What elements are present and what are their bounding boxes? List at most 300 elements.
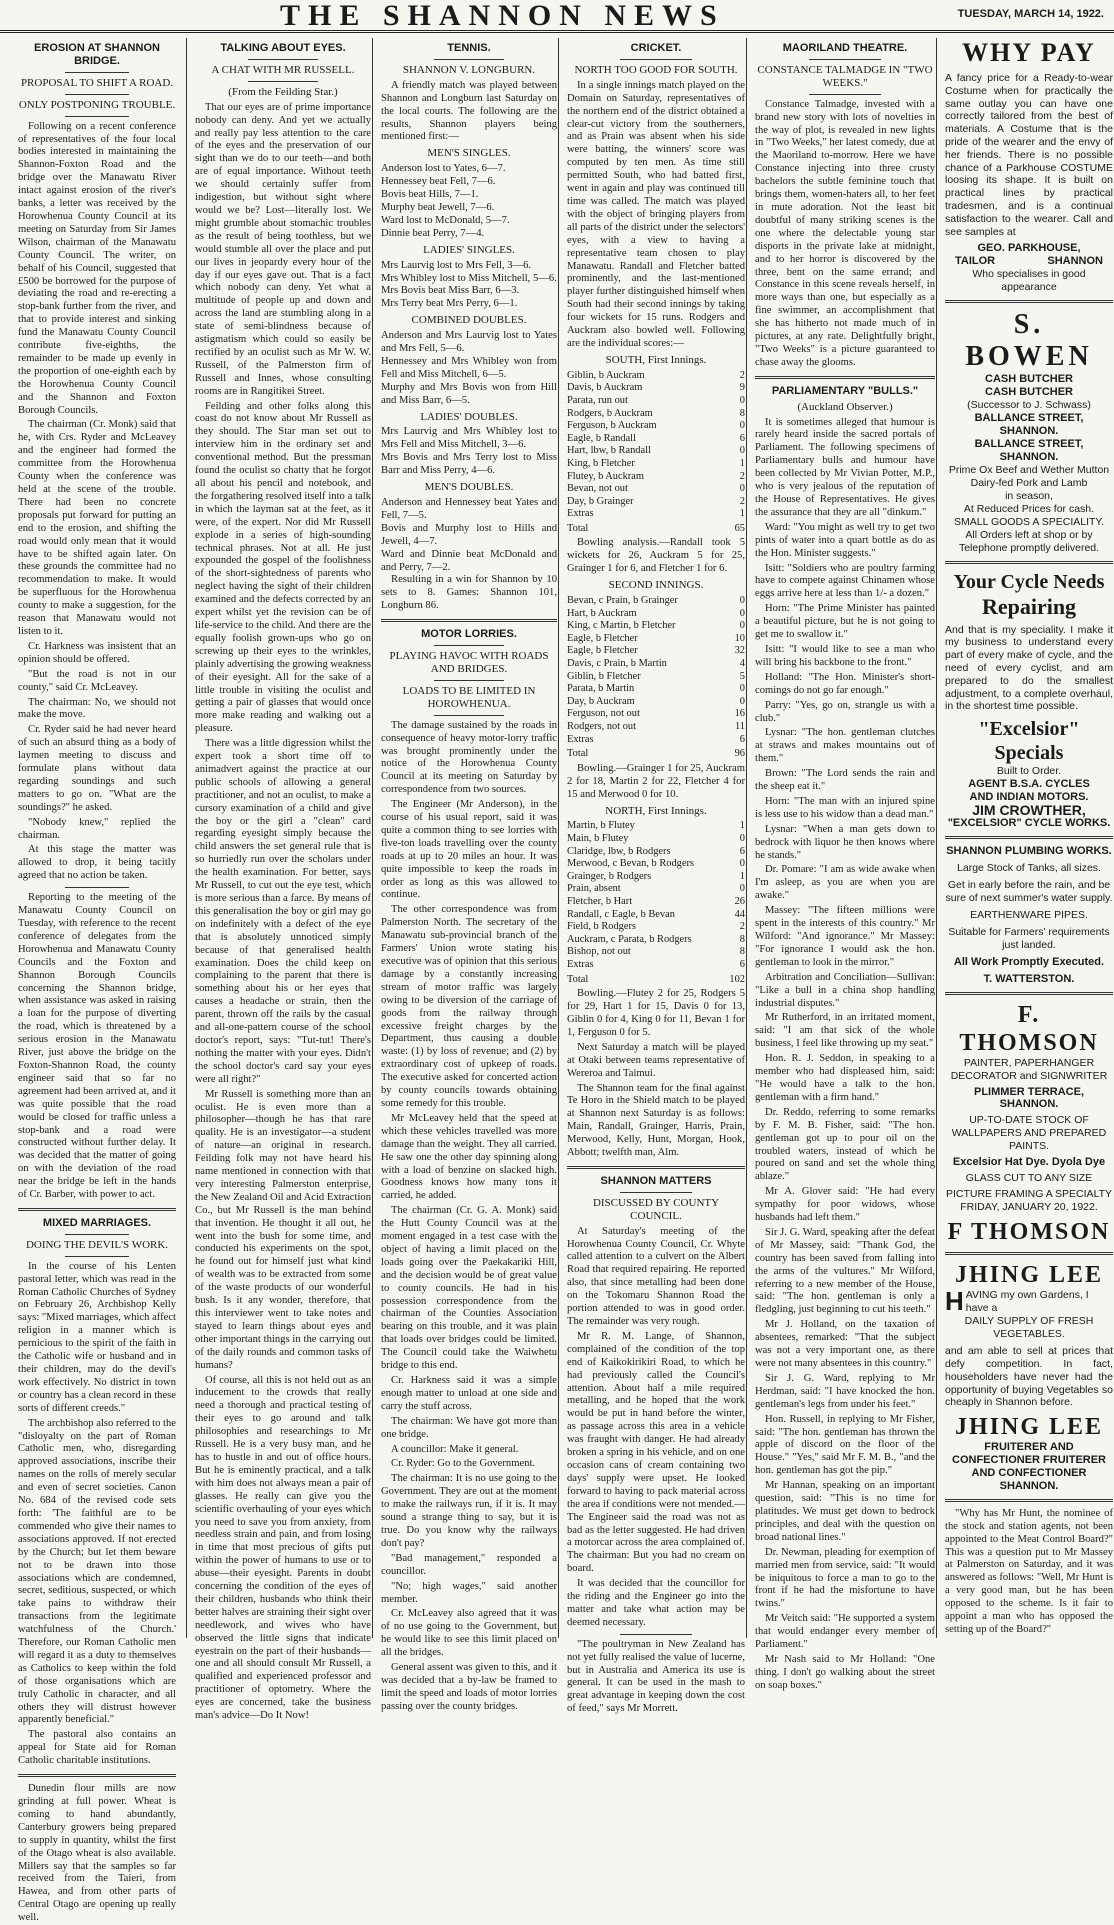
paragraph: Parry: "Yes, go on, strangle us with a club." [755, 699, 935, 724]
paragraph: In a single innings match played on the Domain on Saturday, representatives of the northern end of the district obtained a clear-cut victory from the southerners, and as Prain was absent when his side were batting, the winners' score was computed by ten men. As time still permitted South, who had batted first, went in again and play was continued till time was called. The match was played with the object of bringing players from all parts of the district under the selectors' eyes, with a view to having a representative team chosen to play Manawatu. Randall and Fletcher batted prominently, and the last-mentioned player further distinguished himself when South had their second innings by taking four wickets for 15 runs. Rodgers and Auckram also bowled well. Following are the individual scores:— [567, 79, 745, 349]
batsman-runs: 11 [734, 721, 745, 733]
article-subheading: SHANNON V. LONGBURN. [402, 63, 536, 76]
article-heading: MOTOR LORRIES. [421, 628, 517, 641]
advert-line: DAILY SUPPLY OF FRESH VEGETABLES. [964, 1315, 1094, 1341]
batsman-name: Davis, b Auckram [567, 382, 643, 394]
batsman-name: Main, b Flutey [567, 833, 629, 845]
advert-line: Suitable for Farmers' requirements just landed. [948, 925, 1110, 951]
batsman-name: Eagle, b Fletcher [567, 645, 638, 657]
batsman-row [567, 620, 745, 633]
paragraph: At this stage the matter was allowed to drop, it being tacitly agreed that no action be taken. [18, 844, 176, 882]
article-subheading: NORTH TOO GOOD FOR SOUTH. [574, 63, 738, 76]
paragraph: "Why has Mr Hunt, the nominee of the stock and station agents, not been appointed to the Meat Control Board?" This was a question put to Mr Massey at Palmerston on Saturday, and it was answered as follows: "Well, Mr Hunt is a very good man, but he has been opposed to the scheme. Is it fair to appoint a man who has opposed the setting up of the Board?" [945, 1507, 1113, 1636]
batsman-runs: 0 [739, 420, 745, 432]
total-runs: 65 [734, 522, 745, 534]
paragraph: Bowling analysis.—Randall took 5 wickets for 26, Auckram 5 for 25, Grainger 1 for 6, and Fletcher 1 for 6. [567, 537, 745, 575]
section-heading: MEN'S DOUBLES. [424, 481, 514, 494]
result-line: Anderson lost to Yates, 6—7. [381, 163, 506, 175]
batsman-runs: 8 [739, 946, 745, 958]
innings-heading: NORTH, First Innings. [605, 804, 707, 817]
result-line: Bovis beat Hills, 7—1. [381, 189, 479, 201]
paragraph: Mr McLeavey held that the speed at which these vehicles travelled was more damage than the weight. They all carried. He saw one the other day spinning along with a load of benzine on slacked high. Goodness knows how many tons it carried, he added. [381, 1112, 557, 1202]
advert-line: BALLANCE STREET, SHANNON. [974, 411, 1084, 437]
advert-footer: Who specialises in good appearance [972, 268, 1086, 294]
batsman-runs: 0 [739, 483, 745, 495]
advert-line: Get in early before the rain, and be sure of next summer's water supply. [945, 878, 1113, 904]
paragraph: Mr Nash said to Mr Holland: "One thing. I don't go walking about the street on soap boxes." [755, 1653, 935, 1691]
paragraph: The chairman: It is no use going to the Government. They are out at the moment to make the railways run, if it is. It may sound a strange thing to say, but it is true. Do you know why the railways don't pay? [381, 1473, 557, 1549]
article-heading: CRICKET. [630, 42, 682, 54]
advert-heading: F. THOMSON [959, 1001, 1099, 1056]
batsman-row [567, 871, 745, 884]
advert-line: AGENT B.S.A. CYCLES [968, 778, 1090, 791]
paragraph: Horn: "The Prime Minister has painted a beautiful picture, but he is not going to get me to swallow it." [755, 603, 935, 641]
article-heading: MIXED MARRIAGES. [42, 1216, 152, 1229]
batsman-row [567, 433, 745, 446]
batsman-row [567, 858, 745, 871]
result-line: Bovis and Murphy lost to Hills and Jewell, 4—7. [381, 522, 557, 547]
advert-line: PAINTER, PAPERHANGER DECORATOR and SIGNWRITER [950, 1056, 1108, 1082]
batsman-runs: 2 [739, 369, 745, 381]
advert-text: and am able to sell at prices that defy competition. In fact, householders have never had the opportunity of buying Vegetables so cheaply in Shannon before. [945, 1345, 1113, 1409]
batsman-name: King, c Martin, b Fletcher [567, 620, 676, 632]
paragraph: Lysnar: "The hon. gentleman clutches at straws and makes mountains out of them." [755, 727, 935, 765]
article-subheading: ONLY POSTPONING TROUBLE. [18, 98, 176, 111]
batsman-name: Parata, b Martin [567, 683, 635, 695]
advert-line: SMALL GOODS A SPECIALITY. [954, 515, 1104, 528]
batsman-runs: 6 [739, 958, 745, 970]
advert-footer: F THOMSON [947, 1219, 1111, 1246]
advert-line: FRUITERER AND CONFECTIONER FRUITERER AND CONFECTIONER SHANNON. [952, 1441, 1106, 1492]
article-subheading: DISCUSSED BY COUNTY COUNCIL. [592, 1196, 720, 1222]
article-heading: TENNIS. [447, 42, 491, 54]
batsman-runs: 0 [739, 883, 745, 895]
article-subheading: A CHAT WITH MR RUSSELL. [211, 63, 355, 76]
advert-line: Dairy-fed Pork and Lamb [970, 476, 1088, 489]
section-heading: MEN'S SINGLES. [427, 147, 511, 160]
advert-line: "EXCELSIOR" CYCLE WORKS. [947, 816, 1111, 829]
paragraph: Cr. Harkness said it was a simple enough matter to unload at one side and carry the stuff across. [381, 1375, 557, 1412]
batsman-row [567, 959, 745, 972]
total-row [567, 523, 745, 536]
batsman-row [567, 645, 745, 658]
masthead [0, 0, 1114, 33]
section-heading: LADIES' SINGLES. [423, 243, 515, 256]
article-heading: EROSION AT SHANNON BRIDGE. [34, 42, 160, 67]
result-line: Mrs Laurvig lost to Mrs Fell, 3—6. [381, 259, 532, 271]
batsman-name: Giblin, b Auckram [567, 369, 645, 381]
advert-line: All Work Promptly Executed. [953, 955, 1105, 968]
paragraph: Holland: "The Hon. Minister's short-comings do not go far enough." [755, 671, 935, 696]
paragraph: Dr. Pomare: "I am as wide awake when I'm asleep, as you are when you are awake." [755, 864, 935, 902]
scorecard [567, 595, 745, 746]
batsman-row [567, 946, 745, 959]
batsman-row [567, 370, 745, 383]
paragraph: Feilding and other folks along this coast do not know about Mr Russell as they should. The Star man set out to interview him in the ordinary set and conventional method. But the pressman found the oculist so chatty that he forgot all about his pencil and notebook, and the forgathering resolved itself into a talk in which the layman sat at the feet, as it were, of the expert. Nor did Mr Russell explode in a series of high-sounding technical phrases. Not at all. He just expounded the gospel of the foolishness of the short-sightedness of parents who neglect having the sight of their children examined and the defects corrected by an expert whilst yet the revision can be of life-service to the child. And there are the equally foolish grown-ups who go on screwing up their eyes to the wrinkles, plainly advertising the growing weakness of their eyesight. All for the sake of a little trouble in visiting the oculist and getting a pair of glasses that would once more make reading and walking out a pleasure. [195, 400, 371, 735]
batsman-row [567, 696, 745, 709]
advert-line: UP-TO-DATE STOCK OF WALLPAPERS AND PREPARED PAINTS. [951, 1114, 1107, 1153]
paragraph: It was decided that the councillor for the riding and the Engineer go into the matter and take what action may be deemed necessary. [567, 1578, 745, 1628]
result-line: Dinnie beat Perry, 7—4. [381, 227, 485, 239]
batsman-runs: 0 [739, 833, 745, 845]
section-heading: LADIES' DOUBLES. [420, 410, 518, 423]
batsman-name: Parata, run out [567, 394, 628, 406]
advert-thomson [945, 1001, 1113, 1247]
batsman-name: Flutey, b Auckram [567, 470, 644, 482]
total-runs: 102 [729, 973, 745, 985]
advert-plumbing [945, 845, 1113, 986]
paragraph: The chairman (Cr. G. A. Monk) said the Hutt County Council was at the moment engaged in a test case with the object of having a limit placed on the loads going over the Paekakariki Hill, and the decision would be of great value to county councils. He had in his possession correspondence from the chairman of the Counties Association bearing on this trouble, and it was plain that loads over bridges could be limited. The Council could take the Waiwhetu bridge to this end. [381, 1205, 557, 1372]
paragraph: Sir J. G. Ward, speaking after the defeat of Mr Massey, said: "Thank God, the country has been saved from falling into the arms of the vultures." Mr Wilford, referring to a new member of the House, said: "The hon. gentleman is only a fledgling, just beginning to cut his teeth." [755, 1226, 935, 1316]
batsman-runs: 1 [739, 457, 745, 469]
paragraph: Cr. Ryder: Go to the Government. [391, 1458, 536, 1470]
advert-heading: WHY PAY [962, 38, 1096, 67]
batsman-name: Ferguson, not out [567, 708, 640, 720]
batsman-runs: 44 [734, 908, 745, 920]
batsman-runs: 6 [739, 845, 745, 857]
batsman-name: Hart, b Auckram [567, 607, 637, 619]
paragraph: Mr Rutherford, in an irritated moment, said: "I am that sick of the whole business, I feel like throwing up my seat." [755, 1012, 935, 1050]
result-list [381, 330, 557, 407]
advert-text: A fancy price for a Ready-to-wear Costume when for practically the same outlay you can have one correctly tailored from the best of materials. A Costume that is the pride of the wearer and the envy of her friends. There is no possible chance of a Parkhouse COSTUME loosing its shape. It is built on practical lines by practical tradesmen, and is a continual satisfaction to the wearer. Call and see samples at [945, 72, 1113, 238]
column-1 [18, 38, 176, 1924]
batsman-name: Hart, lbw, b Randall [567, 445, 651, 457]
total-label: Total [567, 748, 589, 760]
total-label: Total [567, 973, 589, 985]
batsman-name: Rodgers, b Auckram [567, 407, 653, 419]
paragraph: The chairman: No, we should not make the move. [18, 696, 176, 721]
advert-jhing-lee [945, 1261, 1113, 1493]
paragraph: Following on a recent conference of representatives of the four local bodies interested in maintaining the Shannon-Foxton Road and the bridge over the Manawatu River intact against erosion of the river's banks, a letter was received by the Horowhenua County Council at its meeting on Saturday from Sir James Wilson, chairman of the Manawatu County Council. The writer, on behalf of his Council, suggested that £500 be borrowed for the purpose of deviating the road and re-erecting a stop-bank further from the river, and that to provide interest and sinking fund the Manawatu County Council contribute five-eighths, the remainder to be made up evenly in the proportion of one-eighth each by the Horowhenua County Council and the Shannon and Foxton Borough Councils. [18, 120, 176, 416]
advert-heading: "Excelsior" Specials [978, 718, 1080, 765]
column-6-advertisements [936, 38, 1113, 1638]
advert-line: PLIMMER TERRACE, SHANNON. [974, 1085, 1084, 1111]
batsman-row [567, 934, 745, 947]
result-list [381, 497, 557, 574]
scorecard-total [567, 748, 745, 761]
article-subheading: LOADS TO BE LIMITED IN HOROWHENUA. [402, 684, 536, 710]
advert-heading: Repairing [981, 593, 1077, 619]
result-line: Ward and Dinnie beat McDonald and and Perry, 7—2. [381, 548, 557, 573]
batsman-runs: 0 [739, 445, 745, 457]
article-subheading: CONSTANCE TALMADGE IN "TWO WEEKS." [757, 63, 933, 89]
paragraph: Arbitration and Conciliation—Sullivan: "Like a bull in a china shop handling industrial disputes." [755, 971, 935, 1009]
article-heading: PARLIAMENTARY "BULLS." [771, 384, 919, 397]
batsman-name: Extras [567, 508, 594, 520]
batsman-row [567, 408, 745, 421]
paragraph: Isitt: "Soldiers who are poultry farming have to compete against Chinamen whose eggs arrive here at less than 1/- a dozen." [755, 562, 935, 600]
batsman-name: Giblin, b Fletcher [567, 670, 641, 682]
result-line: Mrs Terry beat Mrs Perry, 6—1. [381, 298, 518, 310]
paragraph: Cr. McLeavey also agreed that it was of no use going to the Government, but he would like to see this limit placed on all the bridges. [381, 1608, 557, 1659]
batsman-runs: 4 [739, 658, 745, 670]
paragraph: The damage sustained by the roads in consequence of heavy motor-lorry traffic was brought prominently under the notice of the Horowhenua County Council at its meeting on Saturday by correspondence from two sources. [381, 719, 557, 796]
paragraph: "Bad management," responded a councillor. [381, 1552, 557, 1577]
batsman-runs: 10 [734, 632, 745, 644]
advert-line: Built to Order. [996, 765, 1062, 778]
batsman-runs: 0 [739, 394, 745, 406]
paragraph: Dr. Reddo, referring to some remarks by F. M. B. Fisher, said: "The hon. gentleman got up to pour oil on the troubled waters, instead of which he poured on sand and set the whole thing ablaze." [755, 1106, 935, 1183]
batsman-name: Extras [567, 958, 594, 970]
advert-line: GLASS CUT TO ANY SIZE [965, 1172, 1093, 1185]
batsman-row [567, 395, 745, 408]
advert-bowen [945, 309, 1113, 554]
batsman-row [567, 896, 745, 909]
paragraph: The archbishop also referred to the "disloyalty on the part of Roman Catholic men, who, disregarding approved associations, inscribe their names on the rolls of merely secular and even of secret societies. Canon No. 684 of the revised code sets forth: 'The faithful are to be commended who give their names to associations approved. If not erected by the Church; but let them beware not to be drawn into those associations which are condemned, secret, seditious, suspected, or which take pains to withdraw their transactions from the legitimate watchfulness of the Church.' Therefore, our Roman Catholic men will regard it as a duty to themselves as Catholics to keep within the fold of those organisations which are truly Catholic in character, and all others they will distrust however apparently beneficial." [18, 1417, 176, 1726]
batsman-runs: 0 [739, 858, 745, 870]
batsman-runs: 8 [739, 933, 745, 945]
paragraph: "Nobody knew," replied the chairman. [18, 816, 176, 841]
paragraph: The chairman (Cr. Monk) said that he, with Crs. Ryder and McLeavey and the engineer had formed the committee from the Horowhenua County when the conference was held at the scene of the trouble. There had been no concrete proposals put forward for putting an end to the erosion, and shifting the road would only mean that it would have to be shifted again later. On these grounds the committee had no recommendation to make. It would be superfluous for the Horowhenua county to make a suggestion, for the reason that Manawatu would not listen to it. [18, 419, 176, 637]
paragraph: A councillor: Make it general. [391, 1443, 519, 1455]
result-line: Mrs Bovis and Mrs Terry lost to Miss Barr and Miss Perry, 4—6. [381, 452, 557, 477]
paragraph: The other correspondence was from Palmerston North. The secretary of the Manawatu sub-provincial branch of the Farmers' Union wrote stating his executive was of opinion that this serious damage by a constantly increasing stream of motor traffic was largely owing to be diversion of the carriage of goods from the railway through excessive freight charges by the Department, thus causing a double waste: (1) by loss of revenue; and (2) by extraordinary cost of upkeep of roads. The executive asked for concerted action by county councils towards obtaining some remedy for this trouble. [381, 904, 557, 1109]
batsman-row [567, 833, 745, 846]
batsman-runs: 0 [739, 695, 745, 707]
batsman-name: Day, b Grainger [567, 495, 634, 507]
batsman-name: Martin, b Flutey [567, 820, 635, 832]
result-line: Murphy and Mrs Bovis won from Hill and Miss Barr, 6—5. [381, 381, 557, 406]
result-line: Mrs Whibley lost to Miss Mitchell, 5—6. [381, 272, 557, 284]
newspaper-title: THE SHANNON NEWS [280, 0, 725, 32]
result-line: Hennessey and Mrs Whibley won from Fell and Miss Mitchell, 6—5. [381, 355, 557, 380]
batsman-row [567, 708, 745, 721]
paragraph: That our eyes are of prime importance nobody can deny. And yet we actually and really pay less attention to the care of the eyes and the preservation of our sight than we do to our teeth—and both are of equal importance. Without teeth we should certainly suffer from indigestion, but without sight where would we be? Lost—literally lost. We might grumble about stomachic troubles as the result of being toothless, but we would stumble all over the place and put our lives in jeopardy every hour of the day if our eyes gave out. That is a fact which nobody can deny. Yet what a multitude of people up and down and across the land are stumbling along in a state of semi-blindness because of astigmatism which could so easily be rectified by an oculist such as Mr W. W. Russell, of the Palmerston firm of Russell and Innes, whose consulting rooms are in Rangitikei Street. [195, 101, 371, 397]
batsman-row [567, 508, 745, 521]
paragraph: Resulting in a win for Shannon by 10 sets to 8. Games: Shannon 101, Longburn 86. [381, 574, 557, 612]
paragraph: Of course, all this is not held out as an inducement to the crowds that really need a thorough and practical testing of their eyes to go around and talk philosophies and researchings to Mr Russell. He is a very busy man, and he has to hustle in and out of office hours. But he is eminently practical, and a talk with him does not always mean a pair of glasses. He really can give you the scientific overhauling of your eyes which you need to save you from anxiety, from needless strain and pain, and from losing in time that most precious of gifts put within the power of humans to use or to abuse—their eyesight. Parents in doubt concerning the condition of the eyes of their children, husbands who think their better halves are straining their sight over needlework, and wives who have observed the little signs that indicate eyestrain on the part of their husbands—one and all should consult Mr Russell, a qualified and experienced professor and practitioner of optometry. Where the eyes are concerned, take the business man's advice—Do It Now! [195, 1374, 371, 1722]
article-heading: TALKING ABOUT EYES. [220, 42, 346, 54]
batsman-runs: 2 [739, 495, 745, 507]
batsman-row [567, 909, 745, 922]
batsman-name: Davis, c Prain, b Martin [567, 658, 667, 670]
paragraph: General assent was given to this, and it was decided that a by-law be framed to limit the speed and loads of motor lorries passing over the county bridges. [381, 1662, 557, 1712]
batsman-row [567, 846, 745, 859]
batsman-row [567, 608, 745, 621]
batsman-name: Day, b Auckram [567, 695, 635, 707]
batsman-runs: 1 [739, 870, 745, 882]
batsman-runs: 0 [739, 683, 745, 695]
paragraph: Dunedin flour mills are now grinding at full power. Wheat is coming to hand abundantly, Canterbury growers being prepared to supply in quantity, whilst the first of the Otago wheat is also available. Millers say that the samples so far received from the Taieri, from Hawea, and from other parts of Central Otago are opening up really well. [18, 1783, 176, 1924]
advert-line: (Successor to J. Schwass) [967, 398, 1091, 411]
batsman-row [567, 683, 745, 696]
advert-trade: TAILOR [955, 255, 996, 268]
advert-name: JIM CROWTHER, [972, 802, 1086, 818]
paragraph: "But the road is not in our county," said Cr. McLeavey. [18, 668, 176, 693]
paragraph: In the course of his Lenten pastoral letter, which was read in the Roman Catholic Churches of Sydney on February 26, Archbishop Kelly says: "Mixed marriages, which affect religion in a manner which is pernicious to the spirit of the faith in the Catholic wife or husband and in their children, may do the devil's work effectively. No district in town or country has a clean record in these sorts of different creeds." [18, 1260, 176, 1414]
result-line: Murphy beat Jewell, 7—6. [381, 201, 495, 213]
result-line: Hennessey beat Fell, 7—6. [381, 176, 496, 188]
batsman-name: Auckram, c Parata, b Rodgers [567, 933, 692, 945]
batsman-name: Extras [567, 733, 594, 745]
batsman-row [567, 820, 745, 833]
paragraph: Horn: "The man with an injured spine is less use to his widow than a dead man." [755, 795, 935, 820]
advert-line: CASH BUTCHER [985, 386, 1073, 399]
column-4 [558, 38, 745, 1715]
drop-cap: H [945, 1286, 964, 1317]
paragraph: Mr Veitch said: "He supported a system that would endanger every member of Parliament." [755, 1613, 935, 1651]
batsman-name: Fletcher, b Hart [567, 896, 633, 907]
result-list [381, 260, 557, 312]
article-source: (From the Feilding Star.) [228, 85, 338, 98]
total-row [567, 974, 745, 987]
batsman-row [567, 721, 745, 734]
paragraph: The Engineer (Mr Anderson), in the course of his usual report, said it was quite a common thing to see lorries with five-ton loads travelling over the county roads at up to 20 miles an hour. It was quite impossible to keep the roads in order as long as this was allowed to continue. [381, 799, 557, 901]
batsman-runs: 2 [739, 921, 745, 933]
advert-heading: SHANNON PLUMBING WORKS. [946, 844, 1112, 857]
paragraph: Sir J. G. Ward, replying to Mr Herdman, said: "I have knocked the hon. gentleman's legs from under his feet." [755, 1372, 935, 1410]
batsman-name: Bishop, not out [567, 946, 631, 958]
paragraph: "No; high wages," said another member. [381, 1580, 557, 1605]
batsman-runs: 26 [734, 896, 745, 907]
advert-line: EARTHENWARE PIPES. [970, 908, 1088, 921]
batsman-row [567, 458, 745, 471]
batsman-name: Bevan, c Prain, b Grainger [567, 595, 678, 607]
article-heading: MAORILAND THEATRE. [782, 42, 908, 54]
column-2 [186, 38, 371, 1722]
scorecard-total [567, 523, 745, 536]
article-subheading: PROPOSAL TO SHIFT A ROAD. [20, 76, 174, 89]
advert-line: BALLANCE STREET, SHANNON. [974, 437, 1084, 463]
paragraph: Bowling.—Flutey 2 for 25, Rodgers 5 for 29, Hart 1 for 15, Davis 0 for 13, Giblin 0 for 4, King 0 for 11, Bevan 1 for 1, Ferguson 0 for 5. [567, 988, 745, 1038]
result-line: Mrs Bovis beat Miss Barr, 6—3. [381, 285, 520, 297]
paragraph: Bowling.—Grainger 1 for 25, Auckram 2 for 18, Martin 2 for 22, Fletcher 4 for 15 and Merwood 0 for 10. [567, 762, 745, 800]
batsman-row [567, 595, 745, 608]
batsman-name: Field, b Rodgers [567, 921, 636, 933]
paragraph: Ward: "You might as well try to get two pints of water into a quart bottle as do as the Hon. Minister suggests." [755, 521, 935, 559]
batsman-name: King, b Fletcher [567, 457, 635, 469]
advert-crowther [945, 570, 1113, 830]
batsman-row [567, 671, 745, 684]
batsman-row [567, 921, 745, 934]
advert-heading: S. BOWEN [965, 309, 1093, 373]
paragraph: Mr A. Glover said: "He had every sympathy for poor widows, whose husbands had left them." [755, 1186, 935, 1224]
paragraph: At Saturday's meeting of the Horowhenua County Council, Cr. Whyte called attention to a culvert on the Albert Road that required repairing. He reported also, that since metalling had been done on the Tokomaru Shannon Road the portion attended to was in good order. The remainder was very rough. [567, 1225, 745, 1327]
advert-line: All Orders left at shop or by Telephone promptly delivered. [958, 528, 1100, 554]
advert-line: AVING my own Gardens, I have a [965, 1289, 1089, 1315]
batsman-runs: 2 [739, 470, 745, 482]
paragraph: Mr J. Holland, on the taxation of absentees, remarked: "That the subject was not a very important one, as there were not many absentees in this country." [755, 1319, 935, 1369]
batsman-row [567, 883, 745, 896]
advert-heading: Your Cycle Needs [953, 570, 1105, 593]
advert-line: PICTURE FRAMING A SPECIALTY FRIDAY, JANUARY 20, 1922. [945, 1188, 1113, 1214]
scorecard [567, 370, 745, 521]
paragraph: Mr Russell is something more than an oculist. He is even more than a philosopher—though he has that rare quality. He is an investigator—a student of nature—an original in research. Feilding folk may not have heard his name mentioned in connection with that very interesting Palmerston enterprise, the New Zealand Oil and Acid Extraction Co., but Mr Russell is the man behind that invention. He thought it all out, he went into the bush for some time, and conducted his experiments on the spot, he found out for himself just what kind of wealth was to be extracted from some of the waste products of our wonderful bush. Is it any wonder, therefore, that this interviewer went to take notes and stayed to learn things about eyes and other important things in the carrying out of the daily rounds and common tasks of humans? [195, 1088, 371, 1371]
advert-line: At Reduced Prices for cash. [963, 502, 1095, 515]
column-3 [372, 38, 557, 1712]
batsman-runs: 0 [739, 620, 745, 632]
issue-date: TUESDAY, MARCH 14, 1922. [957, 8, 1104, 20]
batsman-name: Grainger, b Rodgers [567, 870, 652, 882]
batsman-name: Rodgers, not out [567, 721, 636, 733]
advert-line: Large Stock of Tanks, all sizes. [957, 861, 1101, 874]
advert-line: CASH BUTCHER [985, 373, 1073, 386]
advert-line: AND INDIAN MOTORS. [969, 791, 1089, 804]
batsman-runs: 8 [739, 407, 745, 419]
paragraph: The Shannon team for the final against Te Horo in the Shield match to be played at Shannon next Saturday is as follows: Main, Randall, Grainger, Harris, Prain, Merwood, Kelly, Hunt, Morgan, Hook, Abbott; twelfth man, Alm. [567, 1082, 745, 1159]
batsman-name: Bevan, not out [567, 483, 628, 495]
batsman-runs: 6 [739, 733, 745, 745]
innings-heading: SOUTH, First Innings. [605, 353, 707, 366]
paragraph: Next Saturday a match will be played at Otaki between teams representative of Wereroa and Taimui. [567, 1041, 745, 1079]
paragraph: Dr. Newman, pleading for exemption of married men from service, said: "It would be iniquitous to force a man to go to the front if he had the misfortune to have twins." [755, 1546, 935, 1610]
result-line: Ward lost to McDonald, 5—7. [381, 214, 510, 226]
result-list [381, 426, 557, 478]
batsman-name: Randall, c Eagle, b Bevan [567, 908, 675, 920]
batsman-row [567, 420, 745, 433]
batsman-name: Ferguson, b Auckram [567, 420, 657, 432]
batsman-runs: 5 [739, 670, 745, 682]
batsman-name: Claridge, lbw, b Rodgers [567, 845, 671, 857]
paragraph: Hon. Russell, in replying to Mr Fisher, said: "The hon. gentleman has thrown the apple of discord on the floor of the House." "Yes," said Mr F. M. B., "and the hon. gentleman has got the pip." [755, 1413, 935, 1477]
batsman-row [567, 483, 745, 496]
batsman-name: Merwood, c Bevan, b Rodgers [567, 858, 694, 870]
batsman-row [567, 471, 745, 484]
paragraph: Constance Talmadge, invested with a brand new story with lots of novelties in the way of plot, is revealed in new lights in "Two Weeks," her latest comedy, due at the Maoriland to-morrow. Here we have Constance injecting into three crusty bachelors the subtle feminine touch that brings them, women-haters all, to her feet in mute adoration. Not the least bit doubtful of many striking scenes is the one where the delectable young star disports in the private lake at midnight, and to her horror is discovered by the three, bent on the same errand; and Constance in this scene reveals herself, in more ways than one, but especially as a fine swimmer, an accomplishment that she has hitherto not made much of in pictures, at any rate. Delightfully bright, "Two Weeks" is a picture guaranteed to chase away the glooms. [755, 98, 935, 368]
batsman-runs: 0 [739, 607, 745, 619]
article-subheading: PLAYING HAVOC WITH ROADS AND BRIDGES. [389, 650, 549, 675]
paragraph: It is sometimes alleged that humour is rarely heard inside the sacred portals of Parliament. The following specimens of Parliamentary bulls and humour have been collected by Mr Vivian Potter, M.P., who is very jealous of the reputation of the House of Representatives. He gives the assurance that they are all "dinkum." [755, 416, 935, 518]
batsman-runs: 0 [739, 595, 745, 607]
advert-text: And that is my speciality. I make it my business to understand every part of every make of cycle, and the need of every cyclist, and am prepared to do the smallest adjustment, to a complete overhaul, in the shortest time possible. [945, 623, 1113, 713]
batsman-name: Eagle, b Fletcher [567, 632, 638, 644]
batsman-name: Eagle, b Randall [567, 432, 636, 444]
paragraph: "The poultryman in New Zealand has not yet fully realised the value of lucerne, but in Australia and America its use is general. It can be used in the mash to great advantage in keeping down the cost of feed," says Mr Morrett. [567, 1638, 745, 1715]
paragraph: Reporting to the meeting of the Manawatu County Council on Tuesday, with reference to the recent conference of delegates from the Horowhenua and Manawatu County Councils and the Foxton and Shannon Borough Councils concerning the Shannon bridge, when assistance was asked in raising a loan for the purpose of diverting the road, which is threatened by a serious erosion in the Manawatu River, just above the bridge on the Foxton-Shannon Road, the county engineer said that so far no agreement had been arrived at, and it was quite possible that the road would be closed for traffic unless a stop-bank and a road were constructed without further delay. It was decided that the matter of going on with the deviation of the road near the bridge be left in the hands of Cr. Barber, with power to act. [18, 892, 176, 1201]
section-heading: COMBINED DOUBLES. [411, 314, 527, 327]
batsman-runs: 6 [739, 432, 745, 444]
scorecard [567, 820, 745, 971]
batsman-name: Prain, absent [567, 883, 621, 895]
paragraph: Brown: "The Lord sends the rain and the sheep eat it." [755, 768, 935, 793]
article-subheading: DOING THE DEVIL'S WORK. [25, 1238, 169, 1251]
advert-name: GEO. PARKHOUSE, [977, 242, 1081, 255]
advert-parkhouse [945, 38, 1113, 294]
article-heading: SHANNON MATTERS [600, 1174, 712, 1187]
paragraph: Mr Hannan, speaking on an important question, said: "This is no time for platitudes. We must get down to bedrock principles, and deal with the question on broad national lines." [755, 1480, 935, 1543]
result-list [381, 163, 557, 240]
batsman-row [567, 633, 745, 646]
column-5 [746, 38, 935, 1691]
batsman-row [567, 658, 745, 671]
advert-line: Prime Ox Beef and Wether Mutton [948, 463, 1110, 476]
total-runs: 96 [734, 748, 745, 760]
paragraph: A friendly match was played between Shannon and Longburn last Saturday on the local courts. The following are the results, Shannon players being mentioned first:— [381, 79, 557, 143]
total-row [567, 748, 745, 761]
advert-heading: JHING LEE [954, 1414, 1104, 1441]
result-line: Anderson and Hennessey beat Yates and Fell, 7—5. [381, 497, 557, 521]
paragraph: The chairman: We have got more than one bridge. [381, 1415, 557, 1440]
batsman-runs: 1 [739, 508, 745, 520]
paragraph: Massey: "The fifteen millions were spent in the interests of this country." Mr Wilford: "And ignorance." Mr Massey: "For ignorance I would ask the hon. gentleman to look in the mirror." [755, 905, 935, 968]
batsman-runs: 32 [734, 645, 745, 657]
advert-heading: JHING LEE [954, 1262, 1104, 1289]
batsman-row [567, 382, 745, 395]
scorecard-total [567, 974, 745, 987]
result-line: Anderson and Mrs Laurvig lost to Yates and Mrs Fell, 5—6. [381, 330, 557, 355]
paragraph: The pastoral also contains an appeal for State aid for Roman Catholic charitable institutions. [18, 1729, 176, 1767]
advert-line: Excelsior Hat Dye. Dyola Dye [952, 1156, 1106, 1169]
batsman-runs: 1 [739, 820, 745, 832]
advert-name: T. WATTERSTON. [983, 972, 1075, 985]
batsman-row [567, 734, 745, 747]
paragraph: Cr. Ryder said he had never heard of such an absurd thing as a body of laymen meeting to discuss and formulate plans without data regarding soundings and such matters to go on. "What are the soundings?" he asked. [18, 724, 176, 813]
paragraph: Mr R. M. Lange, of Shannon, complained of the condition of the top end of Kaikokirikiri Road, to which he had previously called the Council's attention. About half a mile required metalling, and he hoped that the work would be put in hand before the winter, as passage across this area in a vehicle was fraught with danger. He had already broken a spring in his vehicle, and on one occasion cans of cream containing two days' supply were upset. He looked forward to having to pack material across the area if conditions were not mended.—The Engineer said the road was not as bad as the letter suggested. He had driven a motorcar across the area complained of. The chairman: But you had no cream on board. [567, 1330, 745, 1575]
batsman-runs: 9 [739, 382, 745, 394]
total-label: Total [567, 522, 589, 534]
article-source: (Auckland Observer.) [797, 400, 893, 413]
batsman-row [567, 445, 745, 458]
